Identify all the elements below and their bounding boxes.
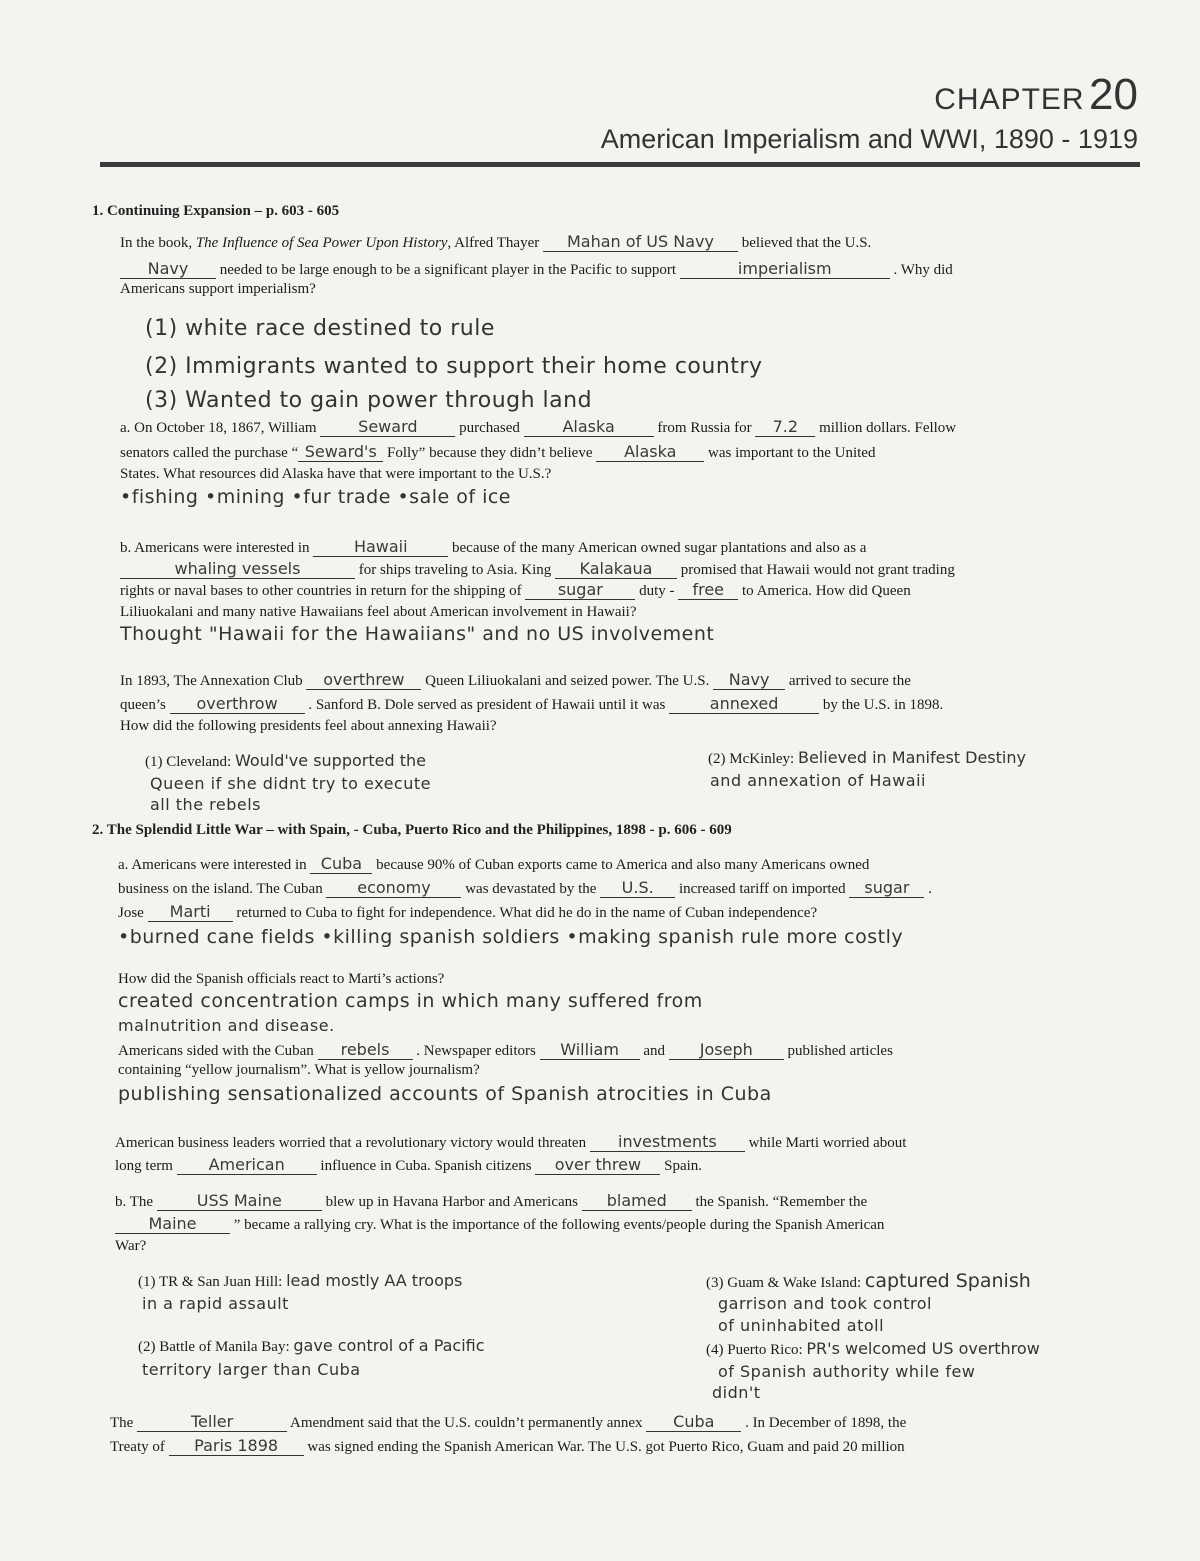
answer-cleveland-2: Queen if she didnt try to execute xyxy=(150,774,431,793)
answer-investments: investments xyxy=(590,1133,745,1152)
answer-pr-1: PR's welcomed US overthrow xyxy=(806,1339,1040,1358)
answer-us: U.S. xyxy=(600,879,675,898)
answer-guam-3: of uninhabited atoll xyxy=(718,1316,885,1335)
answer-spain-react-1: created concentration camps in which many suffered from xyxy=(118,990,703,1012)
answer-rebels: rebels xyxy=(318,1041,413,1060)
s1a-line-2: senators called the purchase “ Seward's Folly” because they didn’t believe Alaska was important to the United xyxy=(120,442,876,461)
book-title: The Influence of Sea Power Upon History xyxy=(195,235,448,251)
answer-imperialism: imperialism xyxy=(680,260,890,279)
chapter-title: American Imperialism and WWI, 1890 - 1919 xyxy=(600,124,1138,154)
answer-spain-react-2: malnutrition and disease. xyxy=(118,1016,335,1035)
s1a-line-1: a. On October 18, 1867, William Seward purchased Alaska from Russia for 7.2 million dollars. Fellow xyxy=(120,417,957,436)
answer-mckinley-2: and annexation of Hawaii xyxy=(710,771,926,790)
answer-sugar: sugar xyxy=(525,581,635,600)
answer-alaska-resources: •fishing •mining •fur trade •sale of ice xyxy=(120,486,512,508)
answer-tr-2: in a rapid assault xyxy=(142,1294,289,1313)
s2-teller-line-2: Treaty of Paris 1898 was signed ending the Spanish American War. The U.S. got Puerto Rico, Guam and paid 20 million xyxy=(110,1436,905,1455)
s2-spain-question: How did the Spanish officials react to Marti’s actions? xyxy=(118,971,445,987)
answer-overthrew: overthrew xyxy=(306,671,421,690)
answer-manila-1: gave control of a Pacific xyxy=(293,1336,485,1355)
s1b-question: Liliuokalani and many native Hawaiians feel about American involvement in Hawaii? xyxy=(120,604,637,620)
answer-kalakaua: Kalakaua xyxy=(555,560,677,579)
answer-sewards: Seward's xyxy=(298,443,383,462)
answer-seward: Seward xyxy=(320,418,455,437)
answer-paris: Paris 1898 xyxy=(169,1437,304,1456)
answer-cleveland-1: Would've supported the xyxy=(234,751,426,770)
answer-over-threw: over threw xyxy=(535,1156,660,1175)
reason-2: (2) Immigrants wanted to support their home country xyxy=(145,354,763,379)
reason-3: (3) Wanted to gain power through land xyxy=(145,388,593,413)
section-2-heading: 2. The Splendid Little War – with Spain, - Cuba, Puerto Rico and the Philippines, 1898 - p. 606 - 609 xyxy=(92,822,732,838)
s1-line-1: In the book, The Influence of Sea Power Upon History, Alfred Thayer Mahan of US Navy believed that the U.S. xyxy=(120,232,872,251)
s2a-line-3: Jose Marti returned to Cuba to fight for independence. What did he do in the name of Cuban independence? xyxy=(118,902,818,921)
chapter-heading xyxy=(934,70,1138,120)
answer-economy: economy xyxy=(326,879,461,898)
reason-1: (1) white race destined to rule xyxy=(145,316,495,341)
chapter-number: 20 xyxy=(1089,70,1138,119)
s2-yellow-line-1: Americans sided with the Cuban rebels . Newspaper editors William and Joseph published articles xyxy=(118,1040,893,1059)
answer-manila-2: territory larger than Cuba xyxy=(142,1360,361,1379)
s1c-question: How did the following presidents feel about annexing Hawaii? xyxy=(120,718,497,734)
answer-tr-1: lead mostly AA troops xyxy=(286,1271,463,1290)
s2a-line-2: business on the island. The Cuban economy was devastated by the U.S. increased tariff on imported sugar . xyxy=(118,878,932,897)
answer-uss-maine: USS Maine xyxy=(157,1192,322,1211)
answer-guam-1: captured Spanish xyxy=(864,1270,1031,1292)
answer-joseph: Joseph xyxy=(669,1041,784,1060)
s2-business-line-2: long term American influence in Cuba. Spanish citizens over threw Spain. xyxy=(115,1155,703,1174)
answer-alaska-2: Alaska xyxy=(596,443,704,462)
answer-overthrow: overthrow xyxy=(170,695,305,714)
answer-guam-2: garrison and took control xyxy=(718,1294,932,1313)
answer-pr-3: didn't xyxy=(712,1383,761,1402)
answer-mckinley-1: Believed in Manifest Destiny xyxy=(797,748,1026,767)
event-4-row: (4) Puerto Rico: PR's welcomed US overthrow xyxy=(706,1339,1040,1358)
s2-business-line-1: American business leaders worried that a revolutionary victory would threaten investments while Marti worried about xyxy=(115,1132,907,1151)
answer-free: free xyxy=(678,581,738,600)
s2-yellow-question: containing “yellow journalism”. What is yellow journalism? xyxy=(118,1062,480,1078)
event-2-row: (2) Battle of Manila Bay: gave control of a Pacific xyxy=(138,1336,485,1355)
answer-navy-2: Navy xyxy=(713,671,785,690)
event-3-row: (3) Guam & Wake Island: captured Spanish xyxy=(706,1270,1031,1292)
answer-teller: Teller xyxy=(137,1413,287,1432)
answer-sugar-2: sugar xyxy=(849,879,924,898)
event-1-row: (1) TR & San Juan Hill: lead mostly AA troops xyxy=(138,1271,463,1290)
cleveland-row: (1) Cleveland: Would've supported the xyxy=(145,751,426,770)
answer-marti: Marti xyxy=(148,903,233,922)
answer-alaska: Alaska xyxy=(524,418,654,437)
answer-cuba-2: Cuba xyxy=(646,1413,741,1432)
answer-hawaiians-feel: Thought "Hawaii for the Hawaiians" and no US involvement xyxy=(120,623,715,645)
s2a-line-1: a. Americans were interested in Cuba because 90% of Cuban exports came to America and also many Americans owned xyxy=(118,854,870,873)
s2b-line-3: War? xyxy=(115,1238,147,1254)
s2-teller-line-1: The Teller Amendment said that the U.S. couldn’t permanently annex Cuba . In December of 1898, the xyxy=(110,1412,907,1431)
answer-hawaii: Hawaii xyxy=(313,538,448,557)
s1a-question: States. What resources did Alaska have that were important to the U.S.? xyxy=(120,466,552,482)
answer-mahan: Mahan of US Navy xyxy=(543,233,738,252)
header-rule xyxy=(100,162,1140,167)
answer-cuba: Cuba xyxy=(310,855,372,874)
chapter-word: CHAPTER xyxy=(934,83,1085,116)
s1-question: Americans support imperialism? xyxy=(120,281,316,297)
s1c-line-1: In 1893, The Annexation Club overthrew Queen Liliuokalani and seized power. The U.S. Navy arrived to secure the xyxy=(120,670,911,689)
s2b-line-2: Maine ” became a rallying cry. What is the importance of the following events/people during the Spanish American xyxy=(115,1215,884,1234)
answer-william: William xyxy=(540,1041,640,1060)
answer-blamed: blamed xyxy=(582,1192,692,1211)
answer-american: American xyxy=(177,1156,317,1175)
s2b-line-1: b. The USS Maine blew up in Havana Harbor and Americans blamed the Spanish. “Remember the xyxy=(115,1191,868,1210)
answer-navy: Navy xyxy=(120,260,216,279)
answer-whaling: whaling vessels xyxy=(120,560,355,579)
answer-price: 7.2 xyxy=(755,418,815,437)
s1c-line-2: queen’s overthrow . Sanford B. Dole served as president of Hawaii until it was annexed by the U.S. in 1898. xyxy=(120,694,944,713)
s1-line-2: Navy needed to be large enough to be a significant player in the Pacific to support imperialism . Why did xyxy=(120,260,953,279)
s1b-line-1: b. Americans were interested in Hawaii because of the many American owned sugar plantations and also as a xyxy=(120,537,867,556)
mckinley-row: (2) McKinley: Believed in Manifest Destiny xyxy=(708,748,1026,767)
answer-annexed: annexed xyxy=(669,695,819,714)
section-1-heading: 1. Continuing Expansion – p. 603 - 605 xyxy=(92,203,340,219)
s1b-line-2: whaling vessels for ships traveling to Asia. King Kalakaua promised that Hawaii would not grant trading xyxy=(120,560,955,579)
answer-maine: Maine xyxy=(115,1215,230,1234)
answer-yellow-journalism: publishing sensationalized accounts of Spanish atrocities in Cuba xyxy=(118,1083,772,1105)
answer-marti-actions: •burned cane fields •killing spanish soldiers •making spanish rule more costly xyxy=(118,926,904,948)
s1b-line-3: rights or naval bases to other countries in return for the shipping of sugar duty - free to America. How did Queen xyxy=(120,580,911,599)
answer-cleveland-3: all the rebels xyxy=(150,795,261,814)
answer-pr-2: of Spanish authority while few xyxy=(718,1362,976,1381)
